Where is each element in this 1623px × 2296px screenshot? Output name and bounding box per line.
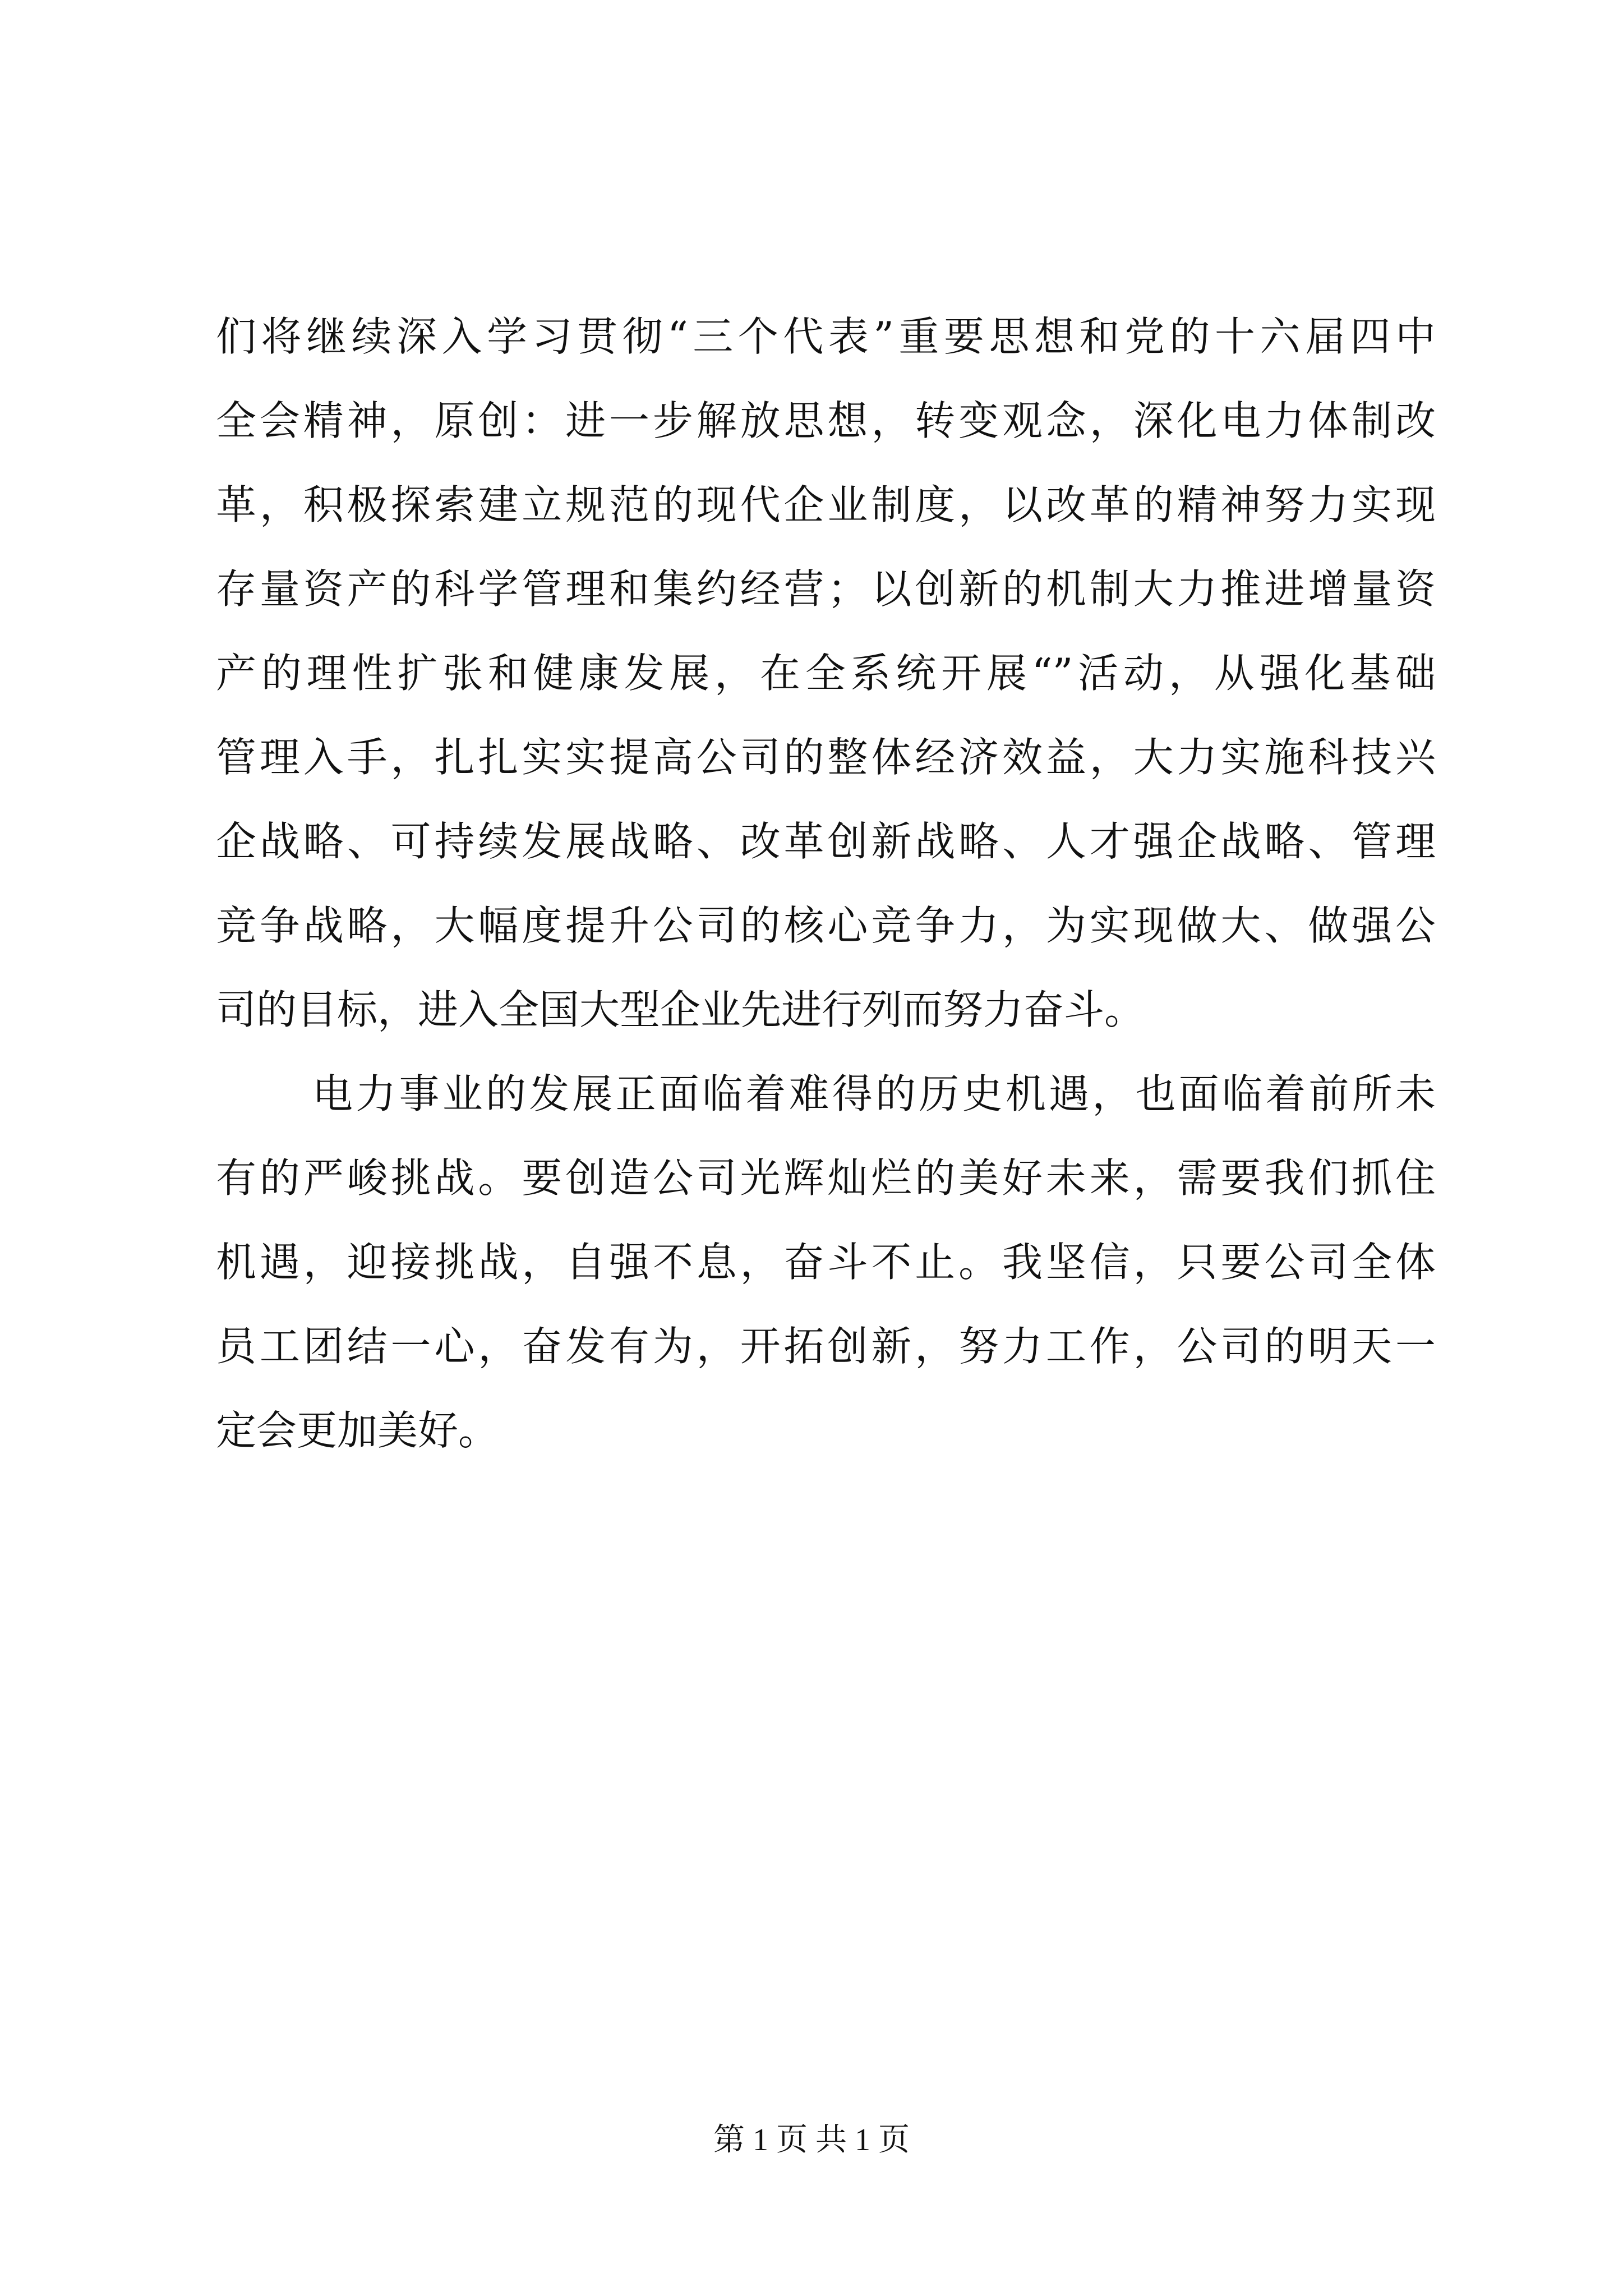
document-body (216, 295, 1436, 1473)
text-line: 有的严峻挑战。要创造公司光辉灿烂的美好未来，需要我们抓住 (216, 1154, 1436, 1202)
text-line: 全会精神，原创：进一步解放思想，转变观念，深化电力体制改 (216, 397, 1436, 444)
paragraph-1 (216, 295, 1436, 1052)
text-line: 们将继续深入学习贯彻“三个代表”重要思想和党的十六届四中 (216, 313, 1436, 360)
text-line: 司的目标，进入全国大型企业先进行列而努力奋斗。 (216, 986, 1145, 1033)
text-line: 机遇，迎接挑战，自强不息，奋斗不止。我坚信，只要公司全体 (216, 1239, 1436, 1286)
text-line: 电力事业的发展正面临着难得的历史机遇，也面临着前所未 (312, 1070, 1436, 1117)
text-line: 产的理性扩张和健康发展，在全系统开展“”活动，从强化基础 (216, 650, 1436, 697)
text-line: 革，积极探索建立规范的现代企业制度，以改革的精神努力实现 (216, 481, 1436, 528)
text-line: 企战略、可持续发展战略、改革创新战略、人才强企战略、管理 (216, 818, 1436, 865)
text-line: 定会更加美好。 (216, 1407, 499, 1454)
page-number-footer: 第 1 页 共 1 页 (713, 2123, 910, 2157)
paragraph-2 (216, 1052, 1436, 1473)
text-line: 管理入手，扎扎实实提高公司的整体经济效益，大力实施科技兴 (216, 734, 1436, 781)
text-line: 竞争战略，大幅度提升公司的核心竞争力，为实现做大、做强公 (216, 902, 1436, 949)
text-line: 存量资产的科学管理和集约经营；以创新的机制大力推进增量资 (216, 565, 1436, 613)
text-line: 员工团结一心，奋发有为，开拓创新，努力工作，公司的明天一 (216, 1323, 1436, 1370)
